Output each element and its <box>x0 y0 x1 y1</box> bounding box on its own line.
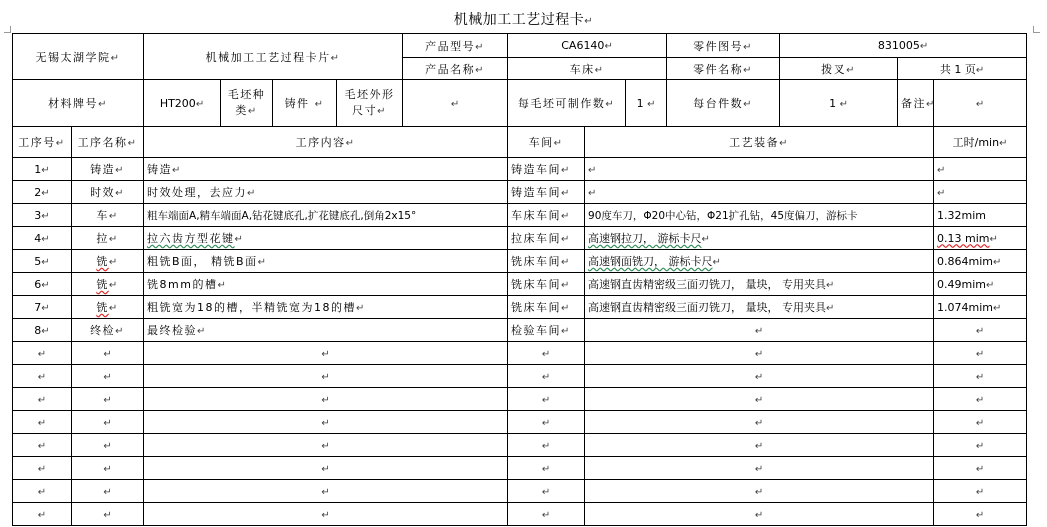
total-pages: 共 1 页↵ <box>898 58 1027 80</box>
empty-cell: ↵ <box>13 342 72 365</box>
empty-cell: ↵ <box>144 411 508 434</box>
remark-value: ↵ <box>934 80 1027 127</box>
empty-cell: ↵ <box>144 503 508 526</box>
corner-mark-top-left <box>4 26 11 33</box>
empty-row <box>13 457 1027 480</box>
material-label: 材料牌号↵ <box>13 80 144 127</box>
op-equipment: 高速钢直齿精密级三面刃铣刀， 量块， 专用夹具↵ <box>585 273 934 296</box>
table-row <box>13 204 1027 227</box>
empty-cell: ↵ <box>508 411 585 434</box>
empty-cell: ↵ <box>508 388 585 411</box>
op-time: ↵ <box>934 158 1027 181</box>
op-no: 1↵ <box>13 158 72 181</box>
op-workshop: 铣床车间↵ <box>508 296 585 319</box>
table-row <box>13 227 1027 250</box>
op-equipment: 90度车刀，Φ20中心钻，Φ21扩孔钻，45度偏刀，游标卡 <box>585 204 934 227</box>
op-content: 粗铣宽为18的槽，半精铣宽为18的槽↵ <box>144 296 508 319</box>
empty-cell: ↵ <box>72 503 144 526</box>
op-no: 4↵ <box>13 227 72 250</box>
op-workshop: 铸造车间↵ <box>508 181 585 204</box>
card-title: 机械加工工艺过程卡↵ <box>453 12 594 28</box>
remark-label: 备注↵ <box>898 80 934 127</box>
empty-cell: ↵ <box>934 457 1027 480</box>
empty-cell: ↵ <box>585 388 934 411</box>
op-time: ↵ <box>934 181 1027 204</box>
table-row <box>13 273 1027 296</box>
op-name: 时效↵ <box>72 181 144 204</box>
op-name: 铸造↵ <box>72 158 144 181</box>
col-op-name: 工序名称↵ <box>72 127 144 158</box>
empty-row <box>13 342 1027 365</box>
empty-row <box>13 388 1027 411</box>
col-workshop: 车间↵ <box>508 127 585 158</box>
empty-cell: ↵ <box>13 365 72 388</box>
empty-cell: ↵ <box>585 457 934 480</box>
empty-cell: ↵ <box>13 388 72 411</box>
per-blank-label: 每毛坯可制作数↵ <box>508 80 626 127</box>
per-machine-value: 1 ↵ <box>780 80 898 127</box>
op-workshop: 车床车间↵ <box>508 204 585 227</box>
empty-cell: ↵ <box>144 388 508 411</box>
per-machine-label: 每台件数↵ <box>667 80 780 127</box>
op-equipment: ↵ <box>585 181 934 204</box>
op-no: 8↵ <box>13 319 72 342</box>
school-name: 无锡太湖学院↵ <box>13 34 144 80</box>
empty-cell: ↵ <box>934 411 1027 434</box>
header-row-1 <box>13 34 1027 58</box>
empty-cell: ↵ <box>13 434 72 457</box>
per-blank-value: 1 ↵ <box>626 80 667 127</box>
empty-cell: ↵ <box>934 365 1027 388</box>
empty-cell: ↵ <box>72 480 144 503</box>
blank-type-label: 毛坯种类↵ <box>221 80 273 127</box>
table-row <box>13 319 1027 342</box>
empty-cell: ↵ <box>585 411 934 434</box>
empty-cell: ↵ <box>144 365 508 388</box>
op-name: 拉↵ <box>72 227 144 250</box>
empty-row <box>13 365 1027 388</box>
empty-cell: ↵ <box>72 342 144 365</box>
op-time: 0.49mim↵ <box>934 273 1027 296</box>
empty-cell: ↵ <box>72 365 144 388</box>
op-no: 6↵ <box>13 273 72 296</box>
table-row <box>13 250 1027 273</box>
op-content: 拉六齿方型花键↵ <box>144 227 508 250</box>
empty-cell: ↵ <box>585 503 934 526</box>
product-model-value: CA6140↵ <box>508 34 667 58</box>
op-workshop: 铸造车间↵ <box>508 158 585 181</box>
op-workshop: 检验车间↵ <box>508 319 585 342</box>
op-no: 2↵ <box>13 181 72 204</box>
empty-cell: ↵ <box>13 480 72 503</box>
op-time: 0.13 mim↵ <box>934 227 1027 250</box>
empty-cell: ↵ <box>72 411 144 434</box>
empty-cell: ↵ <box>13 411 72 434</box>
col-time: 工时/min↵ <box>934 127 1027 158</box>
empty-cell: ↵ <box>934 434 1027 457</box>
empty-cell: ↵ <box>585 434 934 457</box>
product-name-value: 车床↵ <box>508 58 667 80</box>
empty-cell: ↵ <box>144 342 508 365</box>
op-no: 5↵ <box>13 250 72 273</box>
table-row <box>13 181 1027 204</box>
col-op-no: 工序号↵ <box>13 127 72 158</box>
op-content: 铸造↵ <box>144 158 508 181</box>
op-time: 1.32mim <box>934 204 1027 227</box>
op-equipment: ↵ <box>585 319 934 342</box>
op-workshop: 铣床车间↵ <box>508 273 585 296</box>
empty-cell: ↵ <box>934 342 1027 365</box>
header-row-3 <box>13 80 1027 127</box>
op-content: 粗车端面A,精车端面A,钻花键底孔,扩花键底孔,倒角2x15° <box>144 204 508 227</box>
op-name: 铣↵ <box>72 296 144 319</box>
op-name: 车↵ <box>72 204 144 227</box>
process-card-table <box>12 33 1027 526</box>
col-equipment: 工艺装备↵ <box>585 127 934 158</box>
empty-cell: ↵ <box>508 365 585 388</box>
empty-cell: ↵ <box>508 503 585 526</box>
op-time: 1.074mim↵ <box>934 296 1027 319</box>
product-model-label: 产品型号↵ <box>403 34 508 58</box>
empty-cell: ↵ <box>72 434 144 457</box>
part-name-value: 拨叉↵ <box>780 58 898 80</box>
part-name-label: 零件名称↵ <box>667 58 780 80</box>
col-content: 工序内容↵ <box>144 127 508 158</box>
empty-cell: ↵ <box>508 457 585 480</box>
op-equipment: 高速钢直齿精密级三面刃铣刀， 量块， 专用夹具↵ <box>585 296 934 319</box>
part-drawing-value: 831005↵ <box>780 34 1027 58</box>
op-content: 最终检验↵ <box>144 319 508 342</box>
op-content: 时效处理，去应力↵ <box>144 181 508 204</box>
op-equipment: 高速钢面铣刀， 游标卡尺↵ <box>585 250 934 273</box>
op-workshop: 拉床车间↵ <box>508 227 585 250</box>
empty-cell: ↵ <box>508 434 585 457</box>
empty-cell: ↵ <box>72 388 144 411</box>
table-row <box>13 158 1027 181</box>
blank-size-label: 毛坯外形尺寸↵ <box>337 80 403 127</box>
empty-row <box>13 480 1027 503</box>
empty-cell: ↵ <box>585 342 934 365</box>
op-workshop: 铣床车间↵ <box>508 250 585 273</box>
empty-cell: ↵ <box>144 480 508 503</box>
card-name: 机械加工工艺过程卡片↵ <box>144 34 403 80</box>
blank-type-value: 铸件 ↵ <box>273 80 337 127</box>
op-time: 0.864mim↵ <box>934 250 1027 273</box>
empty-row <box>13 411 1027 434</box>
op-time: ↵ <box>934 319 1027 342</box>
empty-cell: ↵ <box>144 457 508 480</box>
empty-cell: ↵ <box>144 434 508 457</box>
empty-row <box>13 503 1027 526</box>
empty-cell: ↵ <box>13 503 72 526</box>
blank-size-value: ↵ <box>403 80 508 127</box>
op-content: 铣8mm的槽↵ <box>144 273 508 296</box>
op-no: 7↵ <box>13 296 72 319</box>
empty-cell: ↵ <box>585 480 934 503</box>
empty-row <box>13 434 1027 457</box>
op-name: 铣↵ <box>72 250 144 273</box>
empty-cell: ↵ <box>72 457 144 480</box>
op-content: 粗铣B面， 精铣B面↵ <box>144 250 508 273</box>
empty-cell: ↵ <box>508 342 585 365</box>
op-no: 3↵ <box>13 204 72 227</box>
op-name: 终检↵ <box>72 319 144 342</box>
product-name-label: 产品名称↵ <box>403 58 508 80</box>
op-name: 铣↵ <box>72 273 144 296</box>
empty-cell: ↵ <box>585 365 934 388</box>
corner-mark-top-right <box>1033 26 1040 33</box>
empty-cell: ↵ <box>934 503 1027 526</box>
empty-cell: ↵ <box>508 480 585 503</box>
material-value: HT200↵ <box>144 80 221 127</box>
empty-cell: ↵ <box>934 388 1027 411</box>
table-row <box>13 296 1027 319</box>
empty-cell: ↵ <box>13 457 72 480</box>
column-header-row <box>13 127 1027 158</box>
part-drawing-label: 零件图号↵ <box>667 34 780 58</box>
empty-cell: ↵ <box>934 480 1027 503</box>
op-equipment: 高速钢拉刀， 游标卡尺↵ <box>585 227 934 250</box>
op-equipment: ↵ <box>585 158 934 181</box>
